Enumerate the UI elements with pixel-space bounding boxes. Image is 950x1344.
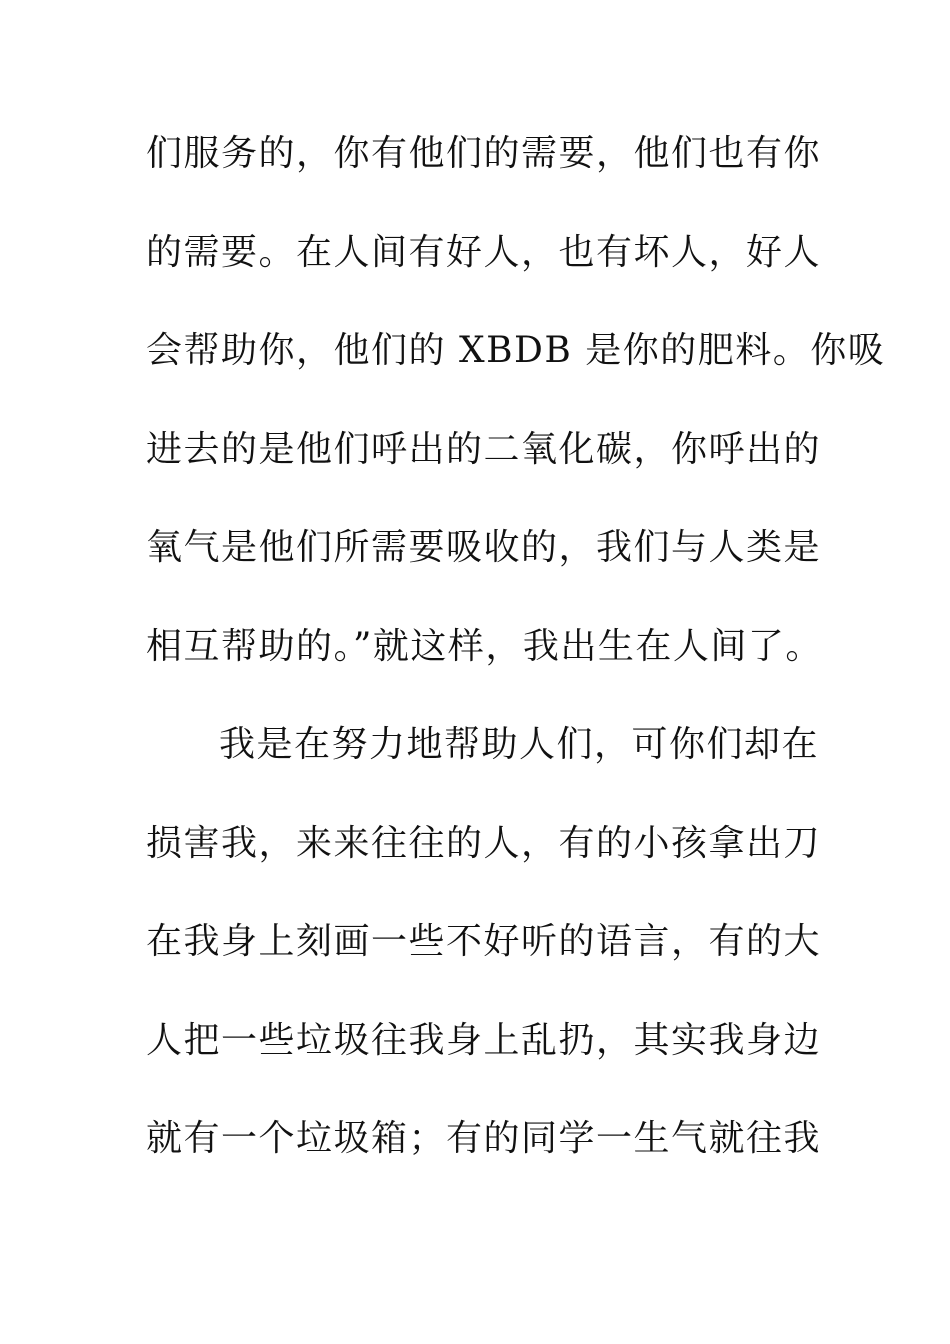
text-line: 人把一些垃圾往我身上乱扔，其实我身边 xyxy=(146,1019,822,1061)
body-text xyxy=(146,124,886,1208)
paragraph-first-line: 我是在努力地帮助人们，可你们却在 xyxy=(219,724,820,765)
text-line: 就有一个垃圾箱；有的同学一生气就往我 xyxy=(146,1118,822,1159)
text-line: 进去的是他们呼出的二氧化碳，你呼出的 xyxy=(146,428,822,470)
text-line: 们服务的，你有他们的需要，他们也有你 xyxy=(146,133,822,174)
text-line: 在我身上刻画一些不好听的语言，有的大 xyxy=(146,921,822,962)
text-line: 会帮助你，他们的 XBDB 是你的肥料。你吸 xyxy=(146,330,886,371)
text-line: 的需要。在人间有好人，也有坏人，好人 xyxy=(146,231,822,273)
text-line: 损害我，来来往往的人，有的小孩拿出刀 xyxy=(146,822,822,864)
text-line: 氧气是他们所需要吸收的，我们与人类是 xyxy=(146,527,822,568)
text-line: 相互帮助的。”就这样，我出生在人间了。 xyxy=(146,625,823,667)
